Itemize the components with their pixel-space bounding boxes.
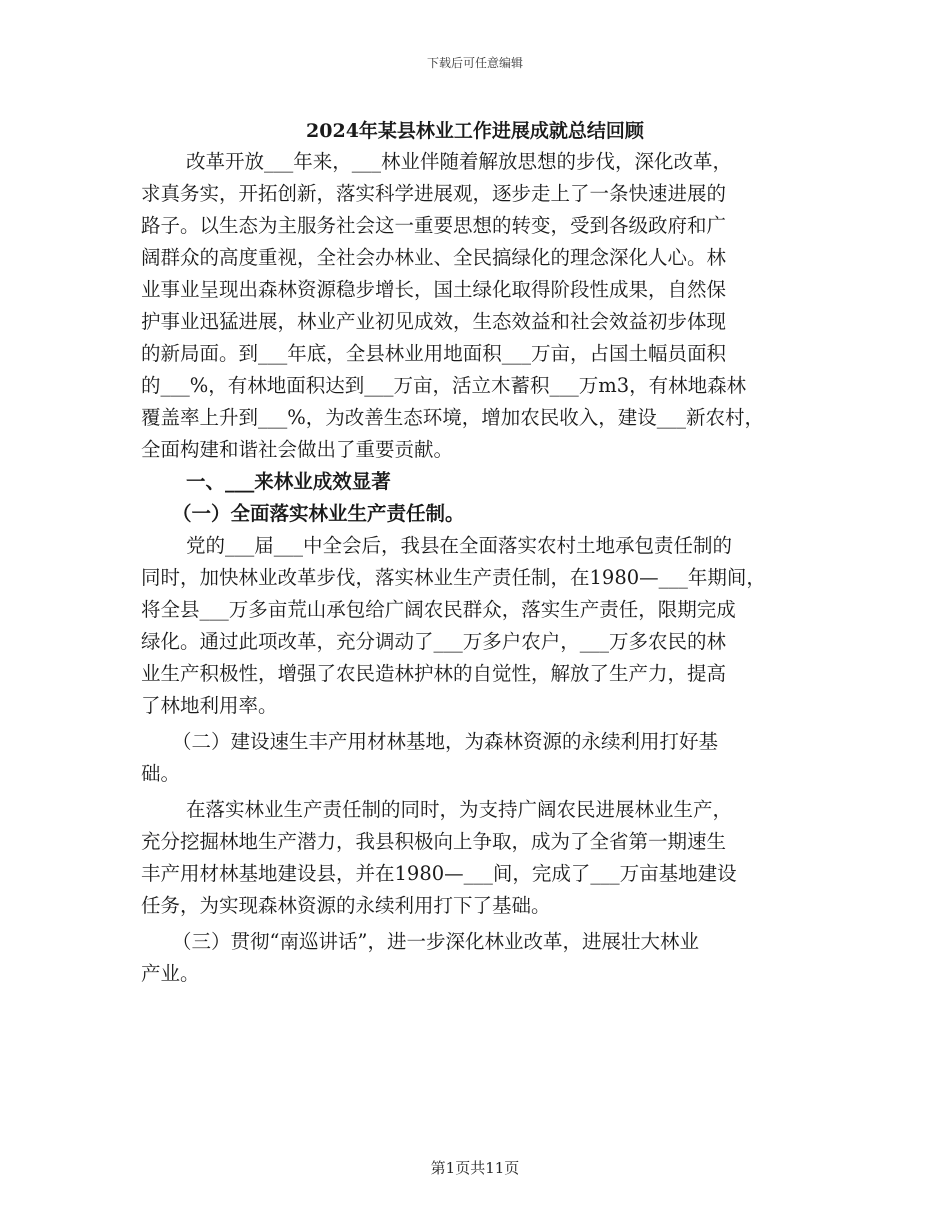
page-header-note: 下载后可任意编辑	[426, 56, 523, 70]
paragraph-line: 充分挖掘林地生产潜力，我县积极向上争取，成为了全省第一期速生	[141, 830, 727, 853]
paragraph-line: 础。	[141, 762, 181, 785]
document-title: 2024年某县林业工作进展成就总结回顾	[306, 120, 644, 142]
paragraph-line: 在落实林业生产责任制的同时，为支持广阔农民进展林业生产，	[186, 798, 733, 821]
paragraph-line: 全面构建和谐社会做出了重要贡献。	[141, 438, 454, 461]
page-number: 第1页共11页	[430, 1159, 520, 1177]
paragraph-line: 覆盖率上升到___%，为改善生态环境，增加农民收入，建设___新农村，	[141, 406, 765, 429]
paragraph-line: 产业。	[141, 962, 200, 985]
paragraph-line: 业事业呈现出森林资源稳步增长，国土绿化取得阶段性成果，自然保	[141, 278, 727, 301]
paragraph-line: 的___%，有林地面积达到___万亩，活立木蓄积___万m3，有林地森林	[141, 374, 747, 397]
paragraph-line: 了林地利用率。	[141, 694, 278, 717]
paragraph-line: 业生产积极性，增强了农民造林护林的自觉性，解放了生产力，提高	[141, 662, 727, 685]
paragraph-line: 任务，为实现森林资源的永续利用打下了基础。	[141, 894, 551, 917]
paragraph-line: 将全县___万多亩荒山承包给广阔农民群众，落实生产责任，限期完成	[141, 598, 736, 621]
document-body	[141, 146, 831, 990]
paragraph-line: 路子。以生态为主服务社会这一重要思想的转变，受到各级政府和广	[141, 214, 727, 237]
paragraph-line: 求真务实，开拓创新，落实科学进展观，逐步走上了一条快速进展的	[141, 182, 727, 205]
paragraph-line: 护事业迅猛进展，林业产业初见成效，生态效益和社会效益初步体现	[141, 310, 727, 333]
subsection-heading: （二）建设速生丰产用材林基地，为森林资源的永续利用打好基	[172, 730, 719, 753]
paragraph-line: 绿化。通过此项改革，充分调动了___万多户农户，___万多农民的林	[141, 630, 727, 653]
paragraph-line: 丰产用材林基地建设县，并在1980—___间，完成了___万亩基地建设	[141, 862, 737, 885]
subsection-heading: （一）全面落实林业生产责任制。	[172, 502, 465, 525]
paragraph-line: 党的___届___中全会后，我县在全面落实农村土地承包责任制的	[186, 534, 733, 557]
subsection-heading: （三）贯彻“南巡讲话”，进一步深化林业改革，进展壮大林业	[172, 930, 699, 953]
paragraph-line: 的新局面。到___年底，全县林业用地面积___万亩，占国土幅员面积	[141, 342, 727, 365]
section-heading: 一、___来林业成效显著	[186, 470, 391, 493]
paragraph-line: 改革开放___年来，___林业伴随着解放思想的步伐，深化改革，	[186, 150, 733, 173]
paragraph-line: 同时，加快林业改革步伐，落实林业生产责任制，在1980—___年期间，	[141, 566, 766, 589]
paragraph-line: 阔群众的高度重视，全社会办林业、全民搞绿化的理念深化人心。林	[141, 246, 727, 269]
